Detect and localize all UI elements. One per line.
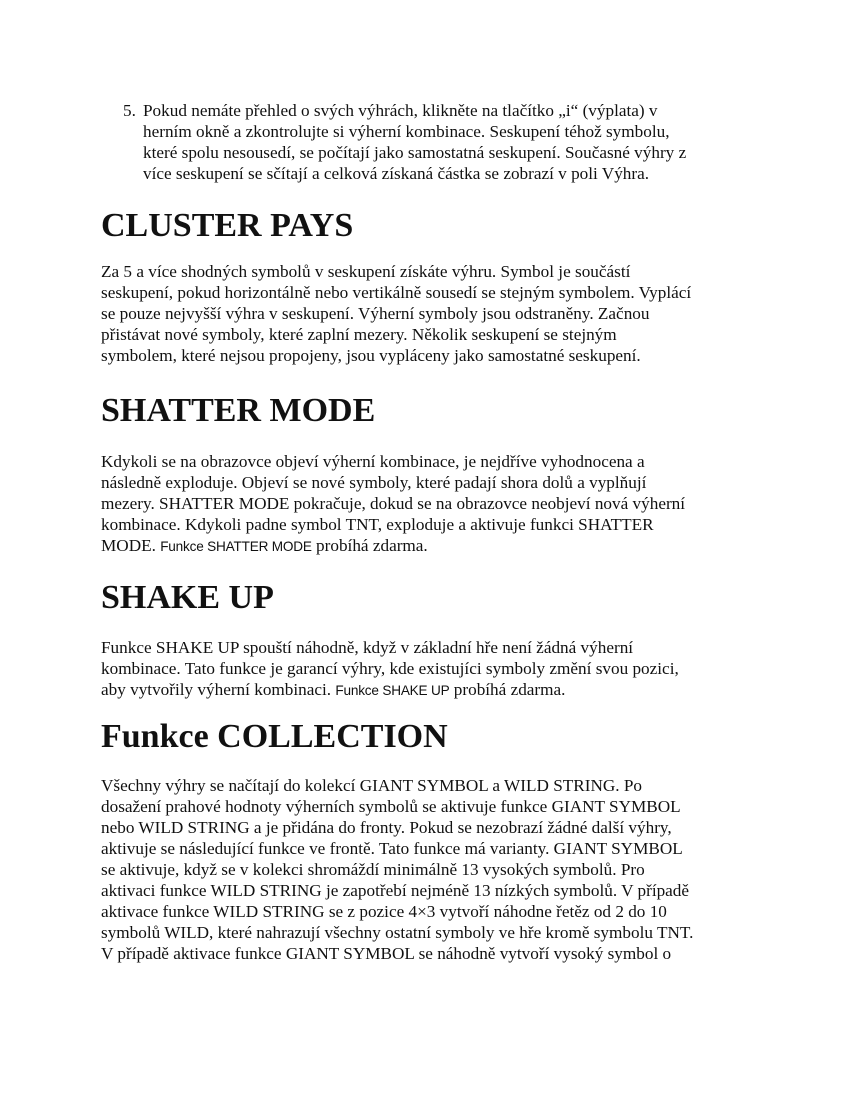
text-line: se aktivuje, když se v kolekci shromáždí minimálně 13 vysokých symbolů. Pro: [101, 860, 645, 879]
text-run: aby vytvořily výherní kombinaci.: [101, 680, 336, 699]
text-line: kombinace. Tato funkce je garancí výhry, kde existujíci symboly změní svou pozici,: [101, 659, 679, 678]
text-line: V případě aktivace funkce GIANT SYMBOL se náhodně vytvoří vysoký symbol o: [101, 944, 672, 963]
text-line: [101, 535, 761, 557]
text-line: seskupení, pokud horizontálně nebo vertikálně sousedí se stejným symbolem. Vyplácí: [101, 283, 692, 302]
text-run: probíhá zdarma.: [311, 536, 428, 555]
text-line: přistávat nové symboly, které zaplní mezery. Několik seskupení se stejným: [101, 325, 617, 344]
text-line: mezery. SHATTER MODE pokračuje, dokud se na obrazovce neobjeví nová výherní: [101, 494, 686, 513]
text-run-alt-font: Funkce SHAKE UP: [335, 683, 450, 698]
text-line: Za 5 a více shodných symbolů v seskupení získáte výhru. Symbol je součástí: [101, 262, 631, 281]
heading-shatter-mode: SHATTER MODE: [101, 392, 376, 429]
text-line: aktivace funkce WILD STRING se z pozice 4×3 vytvoří náhodne řetěz od 2 do 10: [101, 902, 667, 921]
text-line: symbolů WILD, které nahrazují všechny ostatní symboly ve hře kromě symbolu TNT.: [101, 923, 694, 942]
text-line: Kdykoli se na obrazovce objeví výherní kombinace, je nejdříve vyhodnocena a: [101, 452, 645, 471]
text-line: herním okně a zkontrolujte si výherní kombinace. Seskupení téhož symbolu,: [143, 122, 670, 141]
text-line: Funkce SHAKE UP spouští náhodně, když v základní hře není žádná výherní: [101, 638, 634, 657]
text-line: následně exploduje. Objeví se nové symboly, které padají shora dolů a vyplňují: [101, 473, 647, 492]
text-line: dosažení prahové hodnoty výherních symbolů se aktivuje funkce GIANT SYMBOL: [101, 797, 681, 816]
paragraph-shake-up: [101, 637, 761, 701]
text-line: aktivaci funkce WILD STRING je zapotřebí nejméně 13 nízkých symbolů. V případě: [101, 881, 690, 900]
text-line: aktivuje se následující funkce ve frontě. Tato funkce má varianty. GIANT SYMBOL: [101, 839, 683, 858]
text-run: probíhá zdarma.: [449, 680, 566, 699]
text-line: Pokud nemáte přehled o svých výhrách, klikněte na tlačítko „i“ (výplata) v: [143, 101, 658, 120]
text-run: MODE.: [101, 536, 161, 555]
text-line: Všechny výhry se načítají do kolekcí GIANT SYMBOL a WILD STRING. Po: [101, 776, 643, 795]
text-run-alt-font: Funkce SHATTER MODE: [160, 539, 312, 554]
paragraph-cluster-pays: [101, 261, 761, 366]
heading-funkce-collection: Funkce COLLECTION: [101, 718, 448, 755]
text-line: se pouze nejvyšší výhra v seskupení. Výherní symboly jsou odstraněny. Začnou: [101, 304, 650, 323]
list-item-5: [143, 100, 803, 184]
paragraph-collection: [101, 775, 761, 964]
heading-shake-up: SHAKE UP: [101, 579, 274, 616]
text-line: nebo WILD STRING a je přidána do fronty. Pokud se nezobrazí žádné další výhry,: [101, 818, 672, 837]
list-number: 5.: [123, 101, 136, 120]
text-line: které spolu nesousedí, se počítají jako samostatná seskupení. Současné výhry z: [143, 143, 687, 162]
text-line: více seskupení se sčítají a celková získaná částka se zobrazí v poli Výhra.: [143, 164, 650, 183]
text-line: kombinace. Kdykoli padne symbol TNT, exploduje a aktivuje funkci SHATTER: [101, 515, 654, 534]
heading-cluster-pays: CLUSTER PAYS: [101, 207, 354, 244]
text-line: symbolem, které nejsou propojeny, jsou vypláceny jako samostatné seskupení.: [101, 346, 641, 365]
paragraph-shatter-mode: [101, 451, 761, 557]
text-line: [101, 679, 761, 701]
